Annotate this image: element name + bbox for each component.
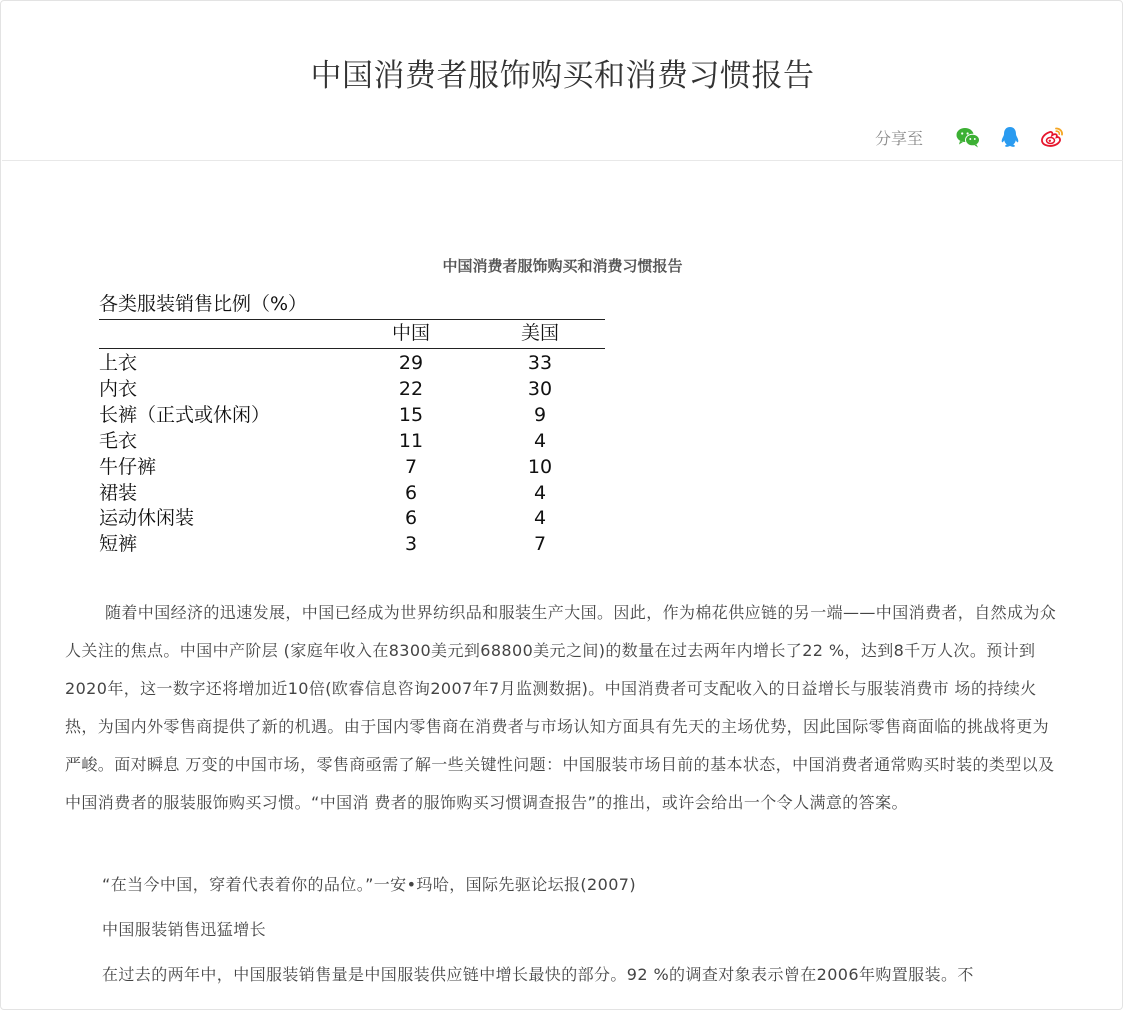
article-subheading: 中国服装销售迅猛增长 bbox=[102, 920, 267, 939]
row-label: 毛衣 bbox=[99, 429, 138, 452]
qq-icon[interactable] bbox=[997, 124, 1023, 150]
usa-value: 4 bbox=[533, 481, 547, 504]
china-value: 22 bbox=[398, 377, 424, 400]
table-row bbox=[99, 481, 605, 507]
usa-value: 33 bbox=[527, 352, 553, 374]
row-label: 短裤 bbox=[99, 533, 138, 556]
table-header-row bbox=[99, 320, 605, 349]
table-caption: 各类服装销售比例（%） bbox=[99, 291, 605, 320]
row-label: 牛仔裤 bbox=[99, 455, 157, 478]
wechat-icon[interactable] bbox=[955, 124, 981, 150]
usa-value: 9 bbox=[533, 403, 547, 426]
table-row bbox=[99, 455, 605, 481]
table-row bbox=[99, 377, 605, 403]
page-title: 中国消费者服饰购买和消费习惯报告 bbox=[310, 58, 815, 94]
table-header-usa: 美国 bbox=[520, 322, 559, 344]
china-value: 11 bbox=[398, 429, 424, 452]
usa-value: 4 bbox=[533, 507, 547, 530]
share-label: 分享至 bbox=[874, 128, 923, 148]
sales-ratio-table bbox=[99, 291, 605, 558]
table-row bbox=[99, 429, 605, 455]
usa-value: 4 bbox=[533, 429, 547, 452]
table-row bbox=[99, 403, 605, 429]
article-paragraph: 在过去的两年中，中国服装销售量是中国服装供应链中增长最快的部分。92 %的调查对象表示曾在2006年购置服装。不 bbox=[102, 965, 974, 984]
article-paragraph: 随着中国经济的迅速发展，中国已经成为世界纺织品和服装生产大国。因此，作为棉花供应链的另一端——中国消费者，自然成为众人关注的焦点。中国中产阶层 (家庭年收入在8300美元到68800美元之间)的数量在过去两年内增长了22 %，达到8千万人次。预计到2020年，这一数字还将增加近10倍(欧睿信息咨询2007年7月监测数据)。中国消费者可支配收入的日益增长与服装消费市 场的持续火热，为国内外零售商提供了新的机遇。由于国内零售商在消费者与市场认知方面具有先天的主场优势，因此国际零售商面临的挑战将更为严峻。面对瞬息 万变的中国市场，零售商亟需了解一些关键性问题：中国服装市场目前的基本状态，中国消费者通常购买时装的类型以及中国消费者的服装服饰购买习惯。“中国消 费者的服饰购买习惯调查报告”的推出，或许会给出一个令人满意的答案。 bbox=[65, 603, 1057, 812]
usa-value: 10 bbox=[527, 455, 553, 478]
share-bar bbox=[875, 122, 1065, 152]
weibo-icon[interactable] bbox=[1039, 124, 1065, 150]
china-value: 6 bbox=[404, 507, 418, 530]
table-row bbox=[99, 351, 605, 377]
china-value: 29 bbox=[398, 352, 424, 374]
china-value: 7 bbox=[404, 455, 418, 478]
row-label: 内衣 bbox=[99, 377, 138, 400]
article-quote: “在当今中国，穿着代表着你的品位。”一安•玛哈，国际先驱论坛报(2007) bbox=[102, 875, 637, 894]
row-label: 裙装 bbox=[99, 481, 138, 504]
china-value: 15 bbox=[398, 403, 424, 426]
table-header-blank bbox=[99, 320, 381, 348]
row-label: 运动休闲装 bbox=[99, 507, 195, 530]
usa-value: 30 bbox=[527, 377, 553, 400]
document-title: 中国消费者服饰购买和消费习惯报告 bbox=[442, 257, 683, 275]
table-row bbox=[99, 532, 605, 558]
table-header-china: 中国 bbox=[391, 322, 430, 344]
article-header bbox=[2, 2, 1123, 161]
china-value: 6 bbox=[404, 481, 418, 504]
row-label: 上衣 bbox=[99, 352, 138, 374]
table-body bbox=[99, 349, 605, 558]
china-value: 3 bbox=[404, 533, 418, 556]
usa-value: 7 bbox=[533, 533, 547, 556]
row-label: 长裤（正式或休闲） bbox=[99, 403, 271, 426]
table-row bbox=[99, 506, 605, 532]
